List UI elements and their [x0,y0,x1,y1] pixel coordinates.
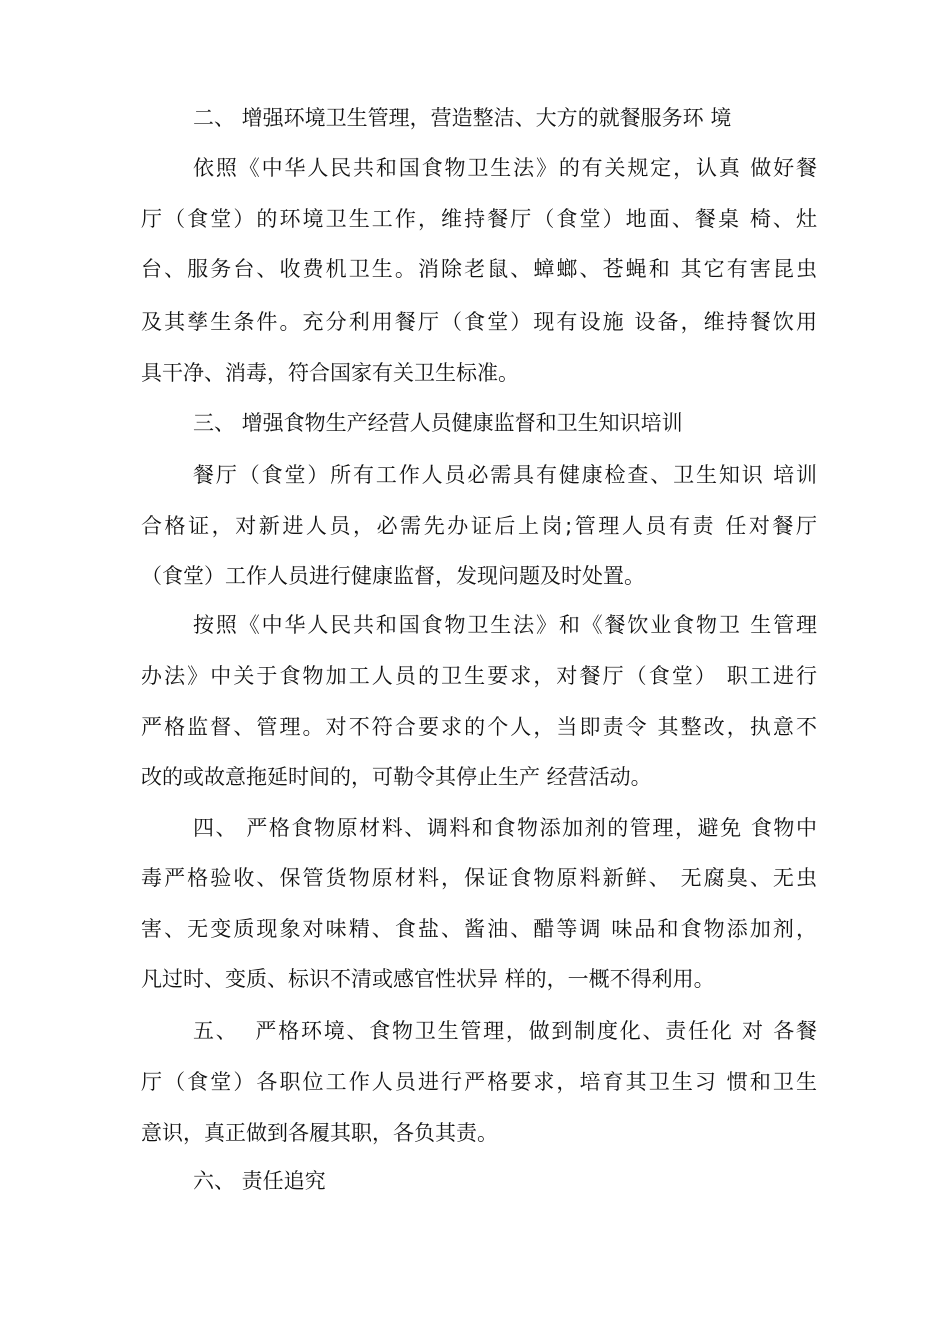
section-heading-5: 五、 严格环境、食物卫生管理，做到制度化、责任化 对 各餐 [193,1019,817,1043]
section-heading-3: 三、 增强食物生产经营人员健康监督和卫生知识培训 [193,411,683,435]
paragraph-line: 合格证，对新进人员，必需先办证后上岗;管理人员有责 任对餐厅 [141,514,817,538]
paragraph-line: 厅（食堂）各职位工作人员进行严格要求，培育其卫生习 惯和卫生 [141,1070,817,1094]
paragraph-line: 办法》中关于食物加工人员的卫生要求，对餐厅（食堂） 职工进行 [141,664,817,688]
paragraph-line: 及其孳生条件。充分利用餐厅（食堂）现有设施 设备，维持餐饮用 [141,310,817,334]
paragraph-line: 严格监督、管理。对不符合要求的个人，当即责令 其整改，执意不 [141,715,817,739]
paragraph-line: 台、服务台、收费机卫生。消除老鼠、蟑螂、苍蝇和 其它有害昆虫 [141,257,817,281]
section-heading-4: 四、 严格食物原材料、调料和食物添加剂的管理，避免 食物中 [193,816,817,840]
paragraph-line: 依照《中华人民共和国食物卫生法》的有关规定，认真 做好餐 [193,156,817,180]
section-heading-6: 六、 责任追究 [193,1169,326,1193]
paragraph-line: 按照《中华人民共和国食物卫生法》和《餐饮业食物卫 生管理 [193,613,817,637]
paragraph-line: 具干净、消毒，符合国家有关卫生标准。 [141,361,519,385]
paragraph-line: 厅（食堂）的环境卫生工作，维持餐厅（食堂）地面、餐桌 椅、灶 [141,207,817,231]
section-heading-2: 二、 增强环境卫生管理，营造整洁、大方的就餐服务环 境 [193,106,732,130]
paragraph-line: 害、无变质现象对味精、食盐、酱油、醋等调 味品和食物添加剂， [141,917,817,941]
paragraph-line: 改的或故意拖延时间的，可勒令其停止生产 经营活动。 [141,765,652,789]
paragraph-line: （食堂）工作人员进行健康监督，发现问题及时处置。 [141,564,645,588]
paragraph-line: 意识，真正做到各履其职，各负其责。 [141,1121,498,1145]
paragraph-line: 毒严格验收、保管货物原材料，保证食物原料新鲜、 无腐臭、无虫 [141,866,817,890]
paragraph-line: 凡过时、变质、标识不清或感官性状异 样的，一概不得利用。 [141,967,715,991]
paragraph-line: 餐厅（食堂）所有工作人员必需具有健康检查、卫生知识 培训 [193,463,817,487]
